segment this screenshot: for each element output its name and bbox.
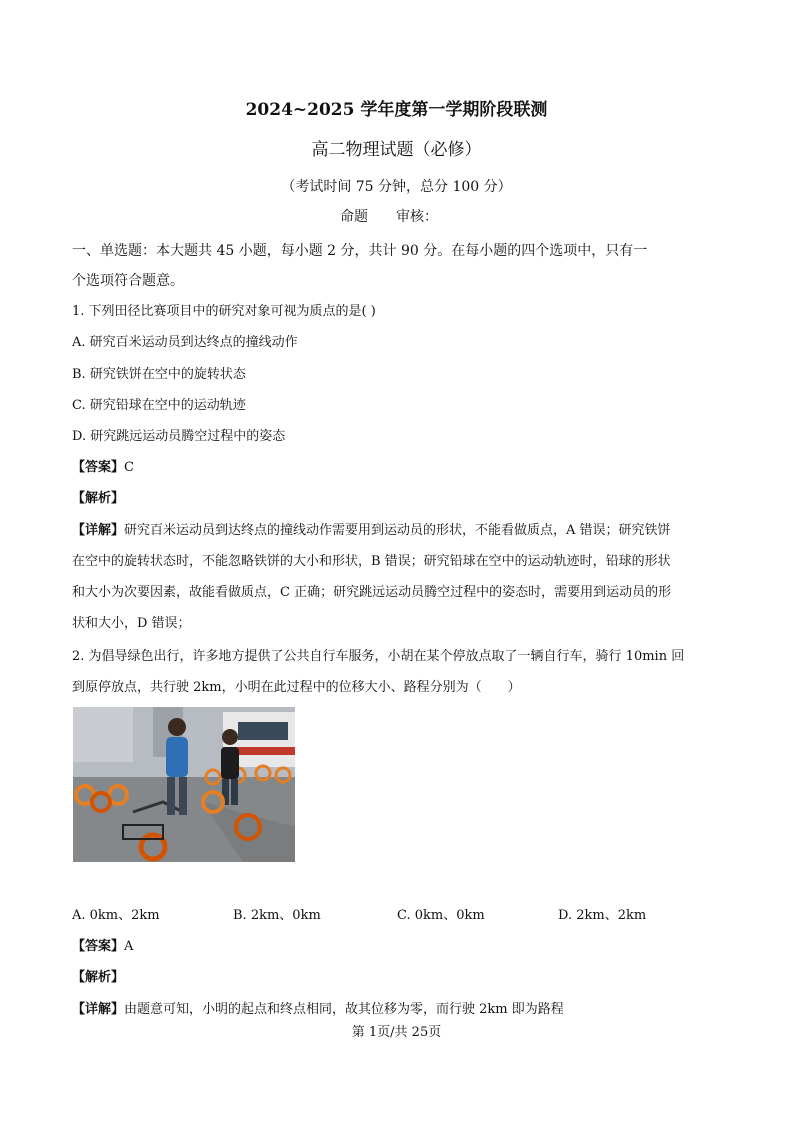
section-intro-line1: 一、单选题：本大题共 45 小题，每小题 2 分，共计 90 分。在每小题的四个选项中，只有一 xyxy=(72,243,648,259)
q1-detail-line3: 和大小为次要因素，故能看做质点，C 正确；研究跳远运动员腾空过程中的姿态时，需要用到运动员的形 xyxy=(72,585,672,600)
q1-answer-value: C xyxy=(124,460,134,475)
q2-detail-label: 【详解】 xyxy=(72,1002,125,1017)
q1-detail-line1 xyxy=(72,522,671,540)
exam-title: 2024~2025 学年度第一学期阶段联测 xyxy=(245,100,548,120)
q1-option-c: C. 研究铅球在空中的运动轨迹 xyxy=(72,398,246,413)
q1-analysis-label: 【解析】 xyxy=(72,491,125,506)
q1-detail-line4: 状和大小，D 错误； xyxy=(72,616,191,631)
q2-stem-line2: 到原停放点，共行驶 2km，小明在此过程中的位移大小、路程分别为（ ） xyxy=(72,680,521,695)
q1-option-b: B. 研究铁饼在空中的旋转状态 xyxy=(72,367,246,382)
q1-option-d: D. 研究跳远运动员腾空过程中的姿态 xyxy=(72,429,286,444)
proposer-reviewer: 命题 审核： xyxy=(340,209,438,225)
q2-option-b: B. 2km、0km xyxy=(233,908,321,923)
q1-answer xyxy=(72,459,134,477)
q1-option-a: A. 研究百米运动员到达终点的撞线动作 xyxy=(72,335,298,350)
q1-detail-label: 【详解】 xyxy=(72,523,125,538)
q2-option-a: A. 0km、2km xyxy=(72,908,160,923)
page-footer: 第 1页/共 25页 xyxy=(351,1025,442,1040)
exam-info: （考试时间 75 分钟，总分 100 分） xyxy=(281,179,512,195)
q2-option-d: D. 2km、2km xyxy=(558,908,647,923)
q1-detail-text: 研究百米运动员到达终点的撞线动作需要用到运动员的形状，不能看做质点，A 错误；研究铁饼 xyxy=(124,523,671,538)
q1-answer-label: 【答案】 xyxy=(72,460,125,475)
q2-option-c: C. 0km、0km xyxy=(397,908,485,923)
bicycle-photo-illustration xyxy=(73,707,295,862)
q2-stem-line1: 2. 为倡导绿色出行，许多地方提供了公共自行车服务，小胡在某个停放点取了一辆自行车，骑行 10min 回 xyxy=(72,649,685,664)
q2-detail-line1 xyxy=(72,1001,564,1019)
q2-answer-value: A xyxy=(124,939,134,954)
q1-detail-line2: 在空中的旋转状态时，不能忽略铁饼的大小和形状，B 错误；研究铅球在空中的运动轨迹时，铅球的形状 xyxy=(72,554,671,569)
q1-stem: 1. 下列田径比赛项目中的研究对象可视为质点的是( ) xyxy=(72,304,376,319)
section-intro-line2: 个选项符合题意。 xyxy=(72,273,184,289)
bicycle-photo xyxy=(73,707,295,862)
q2-detail-text: 由题意可知，小明的起点和终点相同，故其位移为零，而行驶 2km 即为路程 xyxy=(124,1002,564,1017)
q2-answer-label: 【答案】 xyxy=(72,939,125,954)
q2-answer xyxy=(72,938,133,956)
exam-subtitle: 高二物理试题（必修） xyxy=(311,140,482,160)
q2-analysis-label: 【解析】 xyxy=(72,970,125,985)
